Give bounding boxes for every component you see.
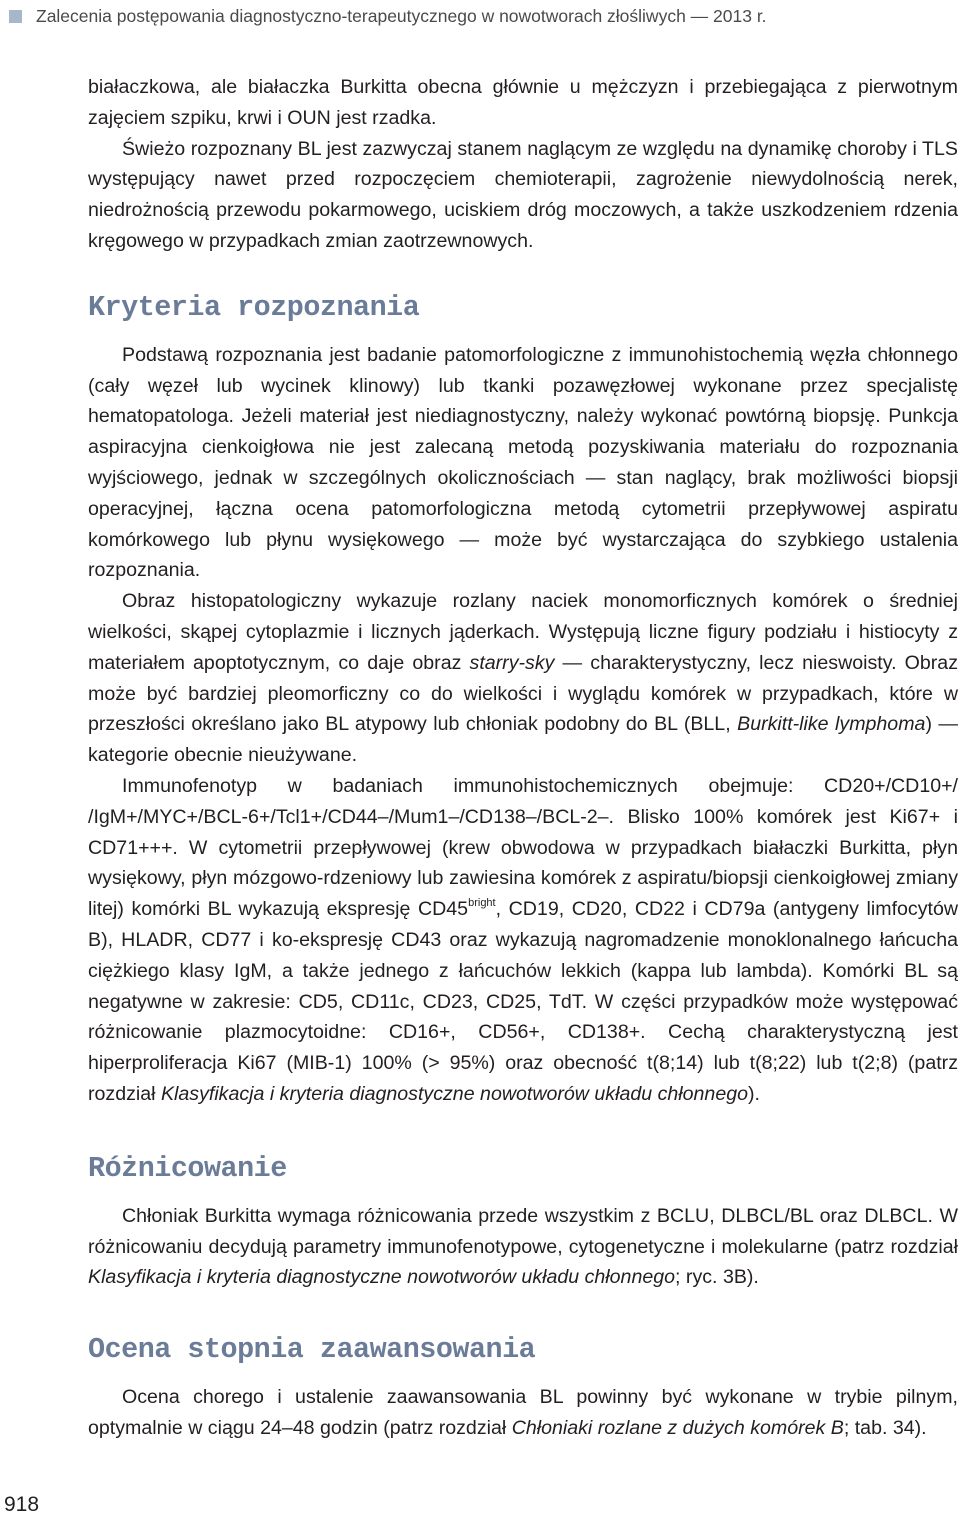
italic-term: Burkitt-like lymphoma (737, 713, 926, 736)
chapter-reference: Chłoniaki rozlane z dużych komórek B (511, 1416, 844, 1439)
intro-paragraph-2: Świeżo rozpoznany BL jest zazwyczaj stanem naglącym ze względu na dynamikę choroby i TLS występujący nawet przed rozpoczęciem chemioterapii, zagrożenie niewydolnością nerek, niedrożnością przewodu pokarmowego, uciskiem dróg moczowych, a także uszkodzeniem rdzenia kręgowego w przypadkach zmian zaotrzewnowych. (88, 137, 958, 252)
header-title: Zalecenia postępowania diagnostyczno-terapeutycznego w nowotworach złośliwych — 2013 r. (36, 6, 767, 26)
section-heading-ocena: Ocena stopnia zaawansowania (88, 1333, 536, 1367)
roznicowanie-paragraph-1 (88, 1201, 958, 1293)
text-run: Chłoniak Burkitta wymaga różnicowania przede wszystkim z BCLU, DLBCL/BL oraz DLBCL. W różnicowaniu decydują parametry immunofenotypowe, cytogenetyczne i molekularne (patrz rozdział (88, 1204, 958, 1258)
page-content (88, 72, 958, 1444)
running-header (0, 6, 960, 26)
section-heading-kryteria: Kryteria rozpoznania (88, 290, 420, 324)
chapter-reference: Klasyfikacja i kryteria diagnostyczne nowotworów układu chłonnego (160, 1082, 749, 1105)
kryteria-paragraph-1: Podstawą rozpoznania jest badanie patomorfologiczne z immunohistochemią węzła chłonnego (cały węzeł lub wycinek klinowy) lub tkanki pozawęzłowej wykonane przez specjalistę hematopatologa. Jeżeli materiał jest niediagnostyczny, należy wykonać powtórną biopsję. Punkcja aspiracyjna cienkoigłowa nie jest zalecaną metodą pozyskiwania materiału do rozpoznania wyjściowego, jednak w szczególnych okolicznościach — stan naglący, brak możliwości biopsji operacyjnej, łączna ocena patomorfologiczna metodą cytometrii przepływowej aspiratu komórkowego lub płynu wysiękowego — może być wystarczająca do szybkiego ustalenia rozpoznania. (88, 343, 958, 582)
text-run: ; tab. 34). (843, 1416, 927, 1439)
ocena-paragraph-1 (88, 1382, 958, 1444)
section-heading-roznicowanie: Różnicowanie (88, 1151, 287, 1185)
intro-paragraph-1: białaczkowa, ale białaczka Burkitta obecna głównie u mężczyzn i przebiegająca z pierwotnym zajęciem szpiku, krwi i OUN jest rzadka. (88, 76, 958, 129)
superscript: bright (468, 897, 496, 910)
text-run: Obraz histopatologiczny wykazuje rozlany naciek monomorficznych komórek o średniej wielkości, skąpej cytoplazmie i licznych jąderkach. Występują liczne figury podziału i histiocyty z materiałem apoptotycznym, co daje obraz (88, 590, 958, 674)
text-run: ). (748, 1082, 760, 1105)
text-run: Ocena chorego i ustalenie zaawansowania BL powinny być wykonane w trybie pilnym, optymalnie w ciągu 24–48 godzin (patrz rozdział (88, 1386, 958, 1439)
italic-term: starry-sky (469, 651, 555, 674)
text-run: ) — kategorie obecnie nieużywane. (88, 713, 959, 767)
header-square-marker (9, 10, 22, 23)
kryteria-paragraph-2 (88, 586, 958, 771)
page-number: 918 (4, 1493, 40, 1516)
kryteria-paragraph-3 (88, 771, 958, 1110)
text-run: ; ryc. 3B). (675, 1266, 759, 1289)
text-run: Immunofenotyp w badaniach immunohistochemicznych obejmuje: CD20+/CD10+/ /IgM+/MYC+/BCL-6+/Tcl1+/CD44–/Mum1–/CD138–/BCL-2–. Blisko 100% komórek jest Ki67+ i CD71+++. W cytometrii przepływowej (krew obwodowa w przypadkach białaczki Burkitta, płyn wysiękowy, płyn mózgowo-rdzeniowy lub zawiesina komórek z aspiratu/biopsji cienkoigłowej zmiany litej) komórki BL wykazują ekspresję CD45 (88, 774, 958, 921)
text-run: , CD19, CD20, CD22 i CD79a (antygeny limfocytów B), HLADR, CD77 i ko-ekspresję CD43 oraz wykazują nagromadzenie monoklonalnego łańcucha ciężkiego klasy IgM, a także jednego z łańcuchów lekkich (kappa lub lambda). Komórki BL są negatywne w zakresie: CD5, CD11c, CD23, CD25, TdT. W części przypadków może występować różnicowanie plazmocytoidne: CD16+, CD56+, CD138+. Cechą charakterystyczną jest hiperproliferacja Ki67 (MIB-1) 100% (> 95%) oraz obecność t(8;14) lub t(8;22) lub t(2;8) (patrz rozdział (88, 898, 958, 1105)
text-run: — charakterystyczny, lecz nieswoisty. Obraz może być bardziej pleomorficzny co do wielkości i wyglądu komórek w przypadkach, które w przeszłości określano jako BL atypowy lub chłoniak podobny do BL (BLL, (88, 651, 958, 736)
chapter-reference: Klasyfikacja i kryteria diagnostyczne nowotworów układu chłonnego (88, 1266, 676, 1289)
